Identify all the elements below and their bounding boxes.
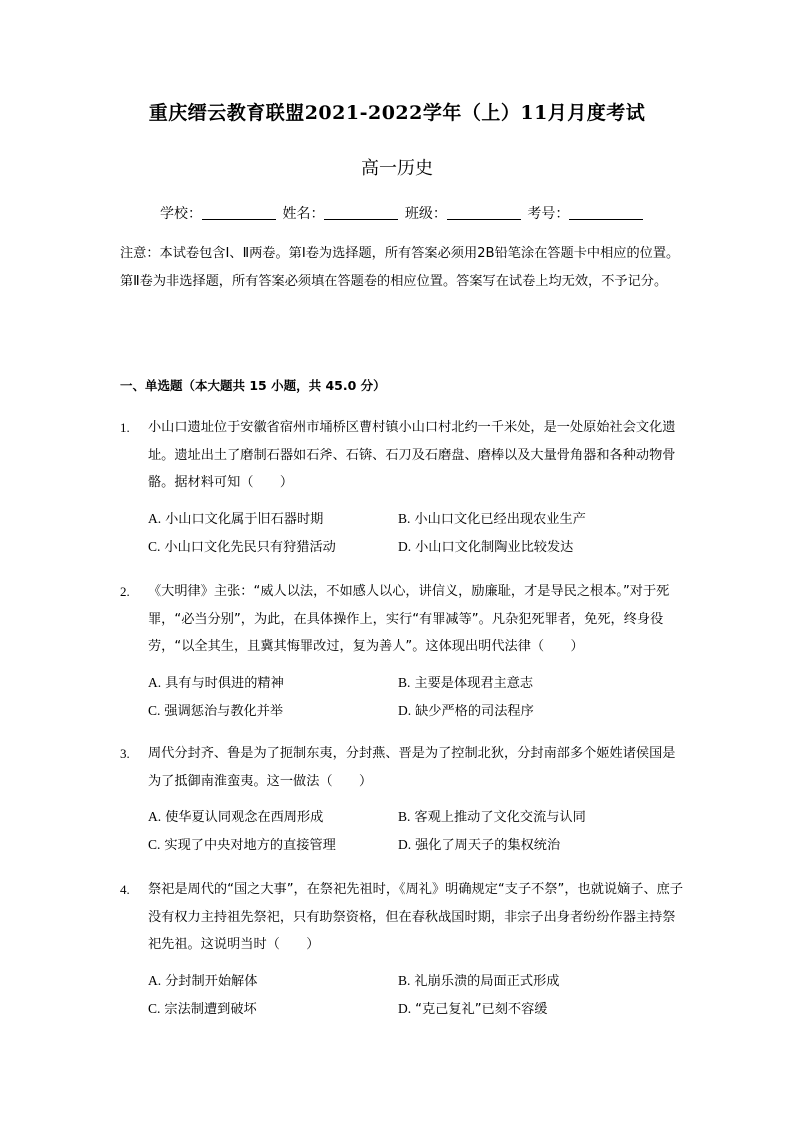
exam-number-blank (569, 205, 643, 220)
exam-number-label: 考号： (527, 206, 570, 222)
name-blank (324, 205, 398, 220)
option-letter: C. (148, 702, 161, 718)
option-letter: D. (398, 538, 412, 554)
option-letter: C. (148, 538, 161, 554)
option-letter: A. (148, 809, 162, 824)
option-text: 强调惩治与教化并举 (164, 703, 284, 719)
option-text: 小山口文化已经出现农业生产 (414, 511, 586, 527)
option-letter: D. (398, 1000, 412, 1016)
option-text: 小山口文化制陶业比较发达 (415, 539, 574, 555)
question-number: 2. (120, 584, 130, 599)
exam-title: 重庆缙云教育联盟2021-2022学年（上）11月月度考试 (148, 102, 646, 124)
option-a (148, 803, 398, 831)
question-1 (120, 414, 690, 561)
question-3 (120, 740, 690, 859)
school-label: 学校： (160, 206, 202, 222)
question-number: 4. (120, 882, 130, 897)
option-letter: B. (398, 674, 411, 690)
exam-notice: 注意：本试卷包含Ⅰ、Ⅱ两卷。第Ⅰ卷为选择题，所有答案必须用2B铅笔涂在答题卡中相应的位置。第Ⅱ卷为非选择题，所有答案必须填在答题卷的相应位置。答案写在试卷上均无效，不予记分。 (120, 246, 680, 289)
option-list (148, 505, 690, 561)
class-blank (447, 205, 521, 220)
option-d (398, 995, 688, 1023)
question-2 (120, 578, 690, 725)
option-text: 实现了中央对地方的直接管理 (164, 838, 336, 853)
option-text: 缺少严格的司法程序 (415, 703, 534, 719)
option-text: 使华夏认同观念在西周形成 (165, 810, 324, 825)
option-letter: C. (148, 837, 161, 852)
school-blank (202, 205, 276, 220)
option-letter: B. (398, 972, 411, 988)
option-b (398, 505, 688, 533)
option-text: 客观上推动了文化交流与认同 (414, 810, 586, 825)
question-number: 1. (120, 420, 130, 435)
section-title: 一、单选题（本大题共 15 小题，共 45.0 分） (120, 378, 386, 393)
option-b (398, 669, 688, 697)
option-a (148, 505, 398, 533)
option-text: 小山口文化属于旧石器时期 (165, 511, 324, 527)
option-letter: D. (398, 702, 412, 718)
option-letter: A. (148, 510, 162, 526)
class-label: 班级： (404, 206, 447, 222)
option-b (398, 967, 688, 995)
option-list (148, 803, 690, 859)
question-stem: 《大明律》主张：“威人以法，不如感人以心，讲信义，励廉耻，才是导民之根本。”对于死罪，“必当分别”，为此，在具体操作上，实行“有罪减等”。凡杂犯死罪者，免死，终身役劳，“以全其生，且冀其悔罪改过，复为善人”。这体现出明代法律（ ） (148, 584, 670, 654)
option-b (398, 803, 688, 831)
option-c (148, 533, 398, 561)
option-letter: B. (398, 510, 411, 526)
option-d (398, 831, 688, 859)
option-text: 小山口文化先民只有狩猎活动 (164, 539, 336, 555)
option-c (148, 697, 398, 725)
option-list (148, 669, 690, 725)
question-4 (120, 876, 690, 1023)
question-stem: 周代分封齐、鲁是为了扼制东夷，分封燕、晋是为了控制北狄，分封南部多个姬姓诸侯国是为了抵御南淮蛮夷。这一做法（ ） (148, 746, 676, 789)
option-text: 宗法制遭到破坏 (164, 1001, 257, 1017)
option-text: “克己复礼”已刻不容缓 (415, 1001, 548, 1017)
option-letter: A. (148, 972, 162, 988)
question-number: 3. (120, 746, 130, 761)
option-letter: B. (398, 809, 411, 824)
option-letter: C. (148, 1000, 161, 1016)
option-letter: A. (148, 674, 162, 690)
option-d (398, 697, 688, 725)
option-c (148, 995, 398, 1023)
option-list (148, 967, 690, 1023)
option-text: 强化了周天子的集权统治 (415, 838, 561, 853)
question-stem: 小山口遗址位于安徽省宿州市埇桥区曹村镇小山口村北约一千米处，是一处原始社会文化遗址。遗址出土了磨制石器如石斧、石锛、石刀及石磨盘、磨棒以及大量骨角器和各种动物骨骼。据材料可知（ ） (148, 420, 676, 490)
option-d (398, 533, 688, 561)
option-letter: D. (398, 837, 412, 852)
option-c (148, 831, 398, 859)
option-a (148, 967, 398, 995)
exam-subject: 高一历史 (361, 158, 433, 179)
option-text: 礼崩乐溃的局面正式形成 (414, 973, 560, 989)
option-text: 具有与时俱进的精神 (165, 675, 284, 691)
option-a (148, 669, 398, 697)
option-text: 分封制开始解体 (165, 973, 258, 989)
student-info-line (160, 203, 645, 223)
question-stem: 祭祀是周代的“国之大事”，在祭祀先祖时，《周礼》明确规定“支子不祭”，也就说嫡子、庶子没有权力主持祖先祭祀，只有助祭资格，但在春秋战国时期，非宗子出身者纷纷作器主持祭祀先祖。这说明当时（ ） (148, 882, 684, 952)
option-text: 主要是体现君主意志 (414, 675, 534, 691)
name-label: 姓名： (282, 206, 325, 222)
